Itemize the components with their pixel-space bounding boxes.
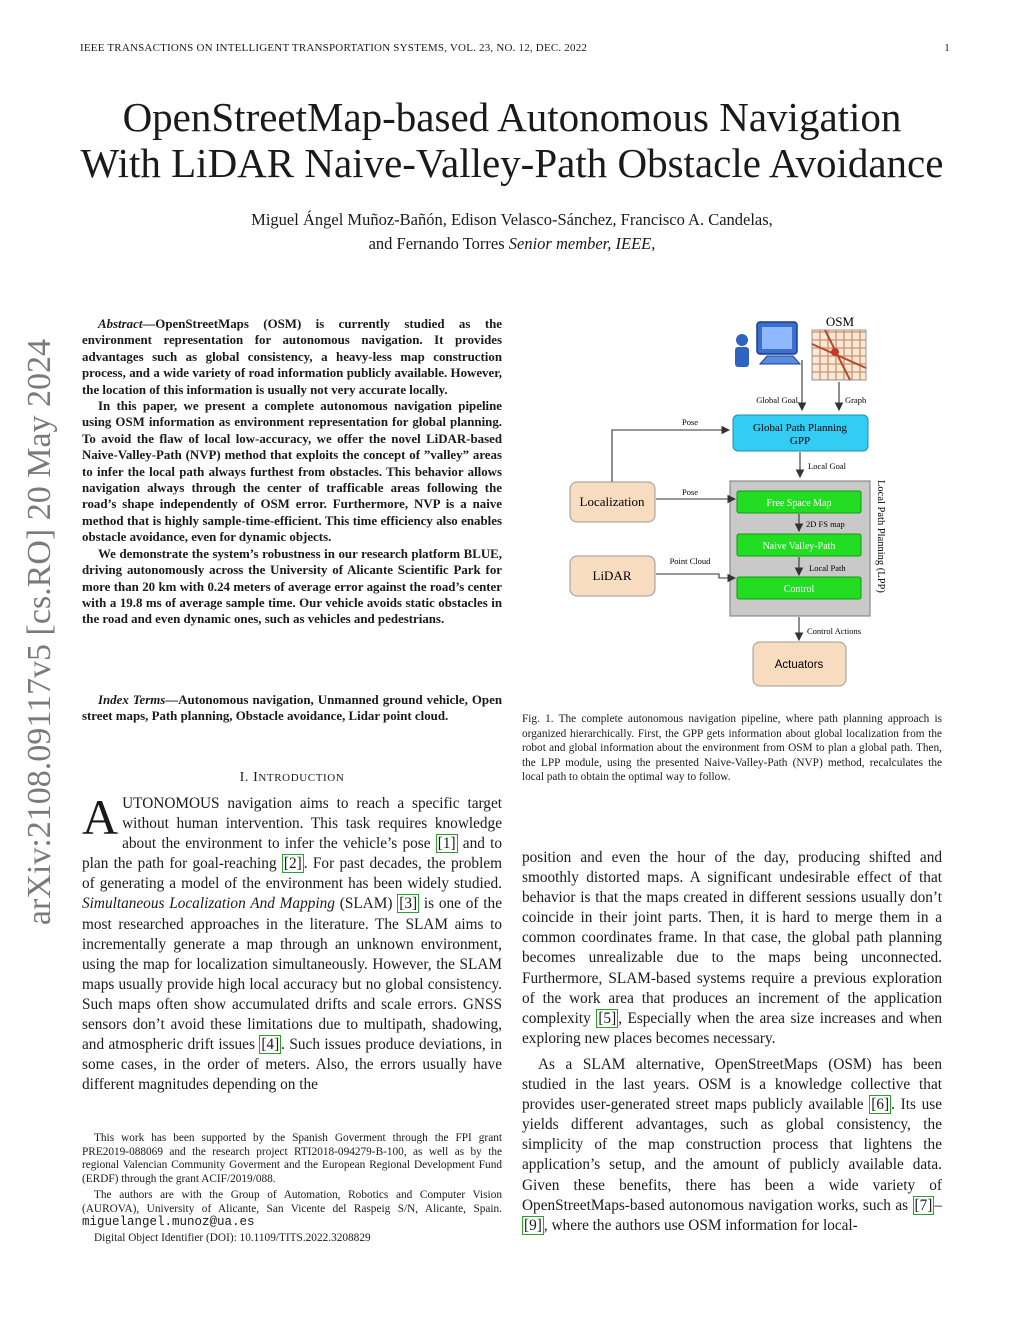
arxiv-stamp: arXiv:2108.09117v5 [cs.RO] 20 May 2024 bbox=[21, 338, 58, 926]
author-list bbox=[60, 208, 964, 256]
right-p2-b: . Its use yields different advantages, such as global consistency, the simplicity of the map construction process that lightens the application’s setup, and the amount of publicly available data. Given these benefits, there has been a wide variety of OpenStreetMaps-based autonomous navigation works, such as bbox=[522, 1096, 942, 1214]
intro-text-d: (SLAM) bbox=[334, 895, 398, 913]
section-rest: NTRODUCTION bbox=[258, 772, 345, 784]
abstract-p2: In this paper, we present a complete autonomous navigation pipeline using OSM information as environment representation for global planning. To avoid the flaw of local low-accuracy, we offer the novel LiDAR-based Naive-Valley-Path (NVP) method that exploits the concept of ”valley” areas to infer the local path always furthest from obstacles. This behavior allows navigation always through the center of trafficable areas following the road’s shape independently of OSM error. Furthermore, NVP is a naive method that is highly sample-time-efficient. This time efficiency also enables obstacle avoidance, even for dynamic objects. bbox=[82, 399, 502, 545]
running-header bbox=[80, 42, 950, 54]
control-actions-label: Control Actions bbox=[807, 626, 862, 636]
citation-link[interactable]: [4] bbox=[261, 1036, 280, 1054]
intro-text-c: . For past decades, the problem of generating a model of the environment has been widely studied. bbox=[82, 855, 503, 893]
drop-cap: A bbox=[82, 789, 119, 845]
authors-last: and Fernando Torres bbox=[368, 234, 505, 253]
actuators-label: Actuators bbox=[774, 659, 824, 671]
pose-top-label: Pose bbox=[681, 417, 699, 427]
local-path-label: Local Path bbox=[809, 563, 846, 573]
section-number: I. bbox=[239, 770, 254, 785]
footnote-affiliation bbox=[82, 1189, 502, 1230]
intro-text-f: . Such issues produce deviations, in some cases, in the order of meters. Also, the errors usually have different magnitudes depending on the bbox=[82, 1036, 502, 1094]
fs-map-label: 2D FS map bbox=[806, 519, 845, 529]
footnote bbox=[82, 1132, 502, 1248]
abstract-p3: We demonstrate the system’s robustness in our research platform BLUE, driving autonomously across the University of Alicante Scientific Park for more than 20 km with 0.24 meters of average error against the road’s center with a 19.8 ms of average sample time. Our vehicle avoids static obstacles in the road and even dynamic ones, such as vehicles and pedestrians. bbox=[82, 546, 502, 627]
footnote-doi: Digital Object Identifier (DOI): 10.1109/TITS.2022.3208829 bbox=[94, 1231, 371, 1244]
citation-dash: – bbox=[934, 1196, 942, 1214]
index-terms-text: —Autonomous navigation, Unmanned ground vehicle, Open street maps, Path planning, Obstacle avoidance, Lidar point cloud. bbox=[82, 693, 502, 724]
citation-link[interactable]: [7] bbox=[914, 1196, 933, 1214]
right-p2-c: , where the authors use OSM information for local- bbox=[543, 1216, 858, 1234]
right-p1-end: , Especially when the area size increases and when exploring new places becomes necessary. bbox=[522, 1009, 942, 1047]
paper-title bbox=[60, 94, 964, 186]
intro-text-a: UTONOMOUS navigation aims to reach a specific target without human intervention. This task requires knowledge about the environment to infer the vehicle’s pose bbox=[122, 795, 502, 853]
figure-pipeline bbox=[520, 312, 950, 702]
gpp-title: Global Path Planning bbox=[752, 422, 848, 434]
nvp-label: Naive Valley-Path bbox=[762, 541, 836, 552]
index-terms bbox=[82, 692, 502, 725]
intro-text-e: is one of the most researched approaches in the literature. The SLAM aims to incrementally generate a map through an unknown environment, using the map for localization simultaneously. However, the SLAM maps usually provide high local accuracy but no global consistency. Such maps often show accumulated drifts and scale errors. GNSS sensors don’t avoid these limitations due to multipath, shadowing, and atmospheric drift issues bbox=[82, 895, 502, 1054]
pose-mid-label: Pose bbox=[681, 487, 699, 497]
section-cap: I bbox=[253, 770, 259, 785]
global-goal-label: Global Goal bbox=[756, 395, 798, 405]
title-line-2: With LiDAR Naive-Valley-Path Obstacle Avoidance bbox=[80, 140, 944, 186]
authors-role: Senior member, IEEE, bbox=[508, 234, 656, 253]
figure-caption: Fig. 1. The complete autonomous navigation pipeline, where path planning approach is organized hierarchically. First, the GPP gets information about global localization from the robot and global information about the environment from OSM to plan a global path. Then, the LPP module, using the presented Naive-Valley-Path (NVP) method, recalculates the local path to obtain the optimal way to follow. bbox=[522, 713, 942, 784]
right-p2-a: As a SLAM alternative, OpenStreetMaps (OSM) has been studied in the last years. OSM is a knowledge collective that provides user-generated street maps publicly available bbox=[522, 1055, 942, 1114]
index-terms-lead: Index Terms bbox=[98, 693, 166, 707]
authors-line-1: Miguel Ángel Muñoz-Bañón, Edison Velasco-Sánchez, Francisco A. Candelas, bbox=[251, 210, 773, 229]
gpp-abbrev: GPP bbox=[789, 435, 811, 447]
intro-text-b: and to plan the path for goal-reaching bbox=[82, 835, 503, 873]
title-line-1: OpenStreetMap-based Autonomous Navigation bbox=[122, 94, 902, 140]
authors-line-2 bbox=[60, 232, 964, 256]
section-heading bbox=[82, 770, 502, 786]
footnote-affiliation-text: The authors are with the Group of Automation, Robotics and Computer Vision (AUROVA), University of Alicante, San Vicente del Raspeig S/N, Alicante, Spain. bbox=[82, 1188, 502, 1215]
abstract-p1: —OpenStreetMaps (OSM) is currently studied as the environment representation for autonomous navigation. It provides advantages such as global consistency, a heavy-less map construction process, and a wide variety of road information publicly available. However, the location of this information is usually not very accurate locally. bbox=[82, 317, 502, 397]
lpp-label: Local Path Planning (LPP) bbox=[875, 480, 886, 593]
citation-link[interactable]: [1] bbox=[437, 835, 456, 853]
pipeline-diagram bbox=[520, 312, 950, 702]
localization-label: Localization bbox=[579, 494, 645, 509]
introduction-body bbox=[82, 789, 503, 1095]
right-column-body bbox=[522, 848, 942, 1236]
abstract-lead: Abstract bbox=[98, 317, 143, 331]
osm-label: OSM bbox=[825, 314, 855, 329]
author-email[interactable]: miguelangel.munoz@ua.es bbox=[82, 1215, 255, 1230]
page-number: 1 bbox=[944, 42, 950, 54]
osm-map-icon bbox=[812, 330, 866, 380]
graph-label: Graph bbox=[845, 395, 867, 405]
citation-link[interactable]: [3] bbox=[399, 895, 418, 913]
control-label: Control bbox=[783, 584, 815, 595]
point-cloud-label: Point Cloud bbox=[669, 556, 711, 566]
computer-user-icon bbox=[735, 322, 800, 367]
intro-slam-term: Simultaneous Localization And Mapping bbox=[82, 895, 335, 913]
journal-name: IEEE TRANSACTIONS ON INTELLIGENT TRANSPORTATION SYSTEMS, VOL. 23, NO. 12, DEC. 2022 bbox=[80, 42, 588, 54]
citation-link[interactable]: [2] bbox=[283, 855, 302, 873]
abstract bbox=[82, 316, 502, 628]
footnote-funding: This work has been supported by the Spanish Goverment through the FPI grant PRE2019-088069 and the research project RTI2018-094279-B-100, as well as by the regional Valencian Community Goverment and the European Regional Development Fund (ERDF) through the grant ACIF/2019/088. bbox=[82, 1132, 502, 1186]
lidar-label: LiDAR bbox=[592, 568, 632, 583]
free-space-map-label: Free Space Map bbox=[766, 498, 832, 509]
local-goal-label: Local Goal bbox=[808, 461, 846, 471]
citation-link[interactable]: [5] bbox=[598, 1009, 617, 1027]
citation-link[interactable]: [9] bbox=[524, 1216, 542, 1234]
citation-link[interactable]: [6] bbox=[871, 1096, 890, 1114]
right-p1: position and even the hour of the day, producing shifted and smoothly distorted maps. A significant undesirable effect of that behavior is that the maps created in different sessions usually don’t coincide in their joint parts. Then, it is hard to merge them in a common coordinates frame. In that case, the global path planning becomes unrealizable due to the maps being unconnected. Furthermore, SLAM-based systems require a previous exploration of the work area that produces an increment of the application complexity bbox=[522, 849, 942, 1027]
